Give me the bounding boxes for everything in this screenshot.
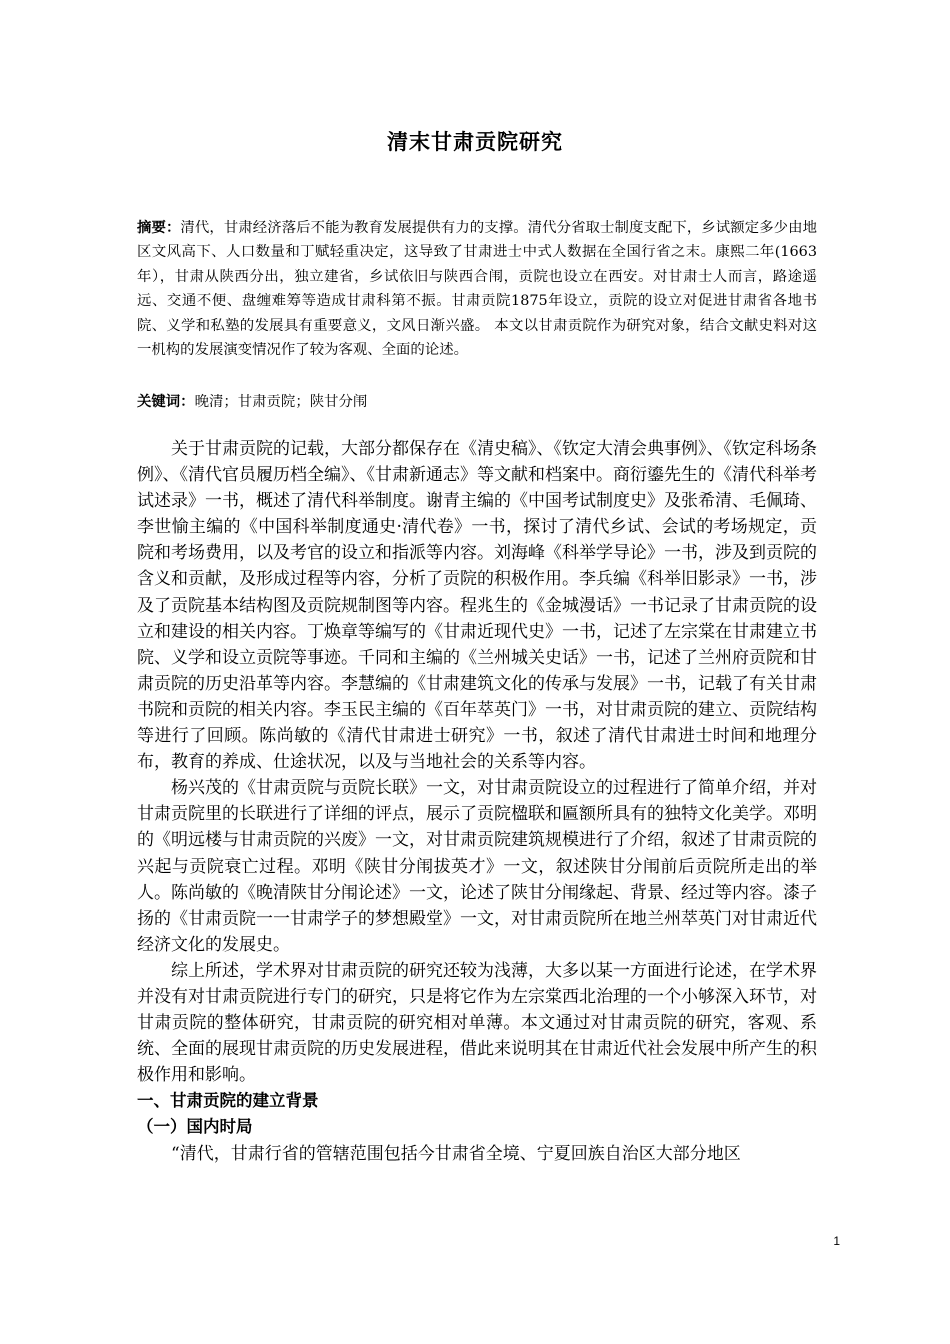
keywords-label: 关键词：	[137, 394, 195, 410]
body-paragraph-4: “清代，甘肃行省的管辖范围包括今甘肃省全境、宁夏回族自治区大部分地区	[171, 1143, 741, 1164]
section-heading: 一、甘肃贡院的建立背景	[137, 1091, 319, 1111]
keywords	[137, 390, 817, 414]
abstract	[137, 216, 817, 362]
page-number: 1	[833, 1234, 840, 1248]
paper-title: 清末甘肃贡院研究	[387, 130, 563, 154]
body-paragraph-2: 杨兴茂的《甘肃贡院与贡院长联》一文，对甘肃贡院设立的过程进行了简单介绍，并对甘肃贡院里的长联进行了详细的评点，展示了贡院楹联和匾额所具有的独特文化美学。邓明的《明远楼与甘肃贡院的兴废》一文，对甘肃贡院建筑规模进行了介绍，叙述了甘肃贡院的兴起与贡院衰亡过程。邓明《陕甘分闱拔英才》一文，叙述陕甘分闱前后贡院所走出的举人。陈尚敏的《晚清陕甘分闱论述》一文，论述了陕甘分闱缘起、背景、经过等内容。漆子扬的《甘肃贡院一一甘肃学子的梦想殿堂》一文，对甘肃贡院所在地兰州萃英门对甘肃近代经济文化的发展史。	[137, 778, 817, 955]
abstract-label: 摘要：	[137, 220, 181, 236]
keywords-text: 晚清；甘肃贡院；陕甘分闱	[194, 394, 368, 410]
body-text	[137, 436, 817, 1167]
body-paragraph-1: 关于甘肃贡院的记载，大部分都保存在《清史稿》、《钦定大清会典事例》、《钦定科场条例》、《清代官员履历档全编》、《甘肃新通志》等文献和档案中。商衍鎏先生的《清代科举考试述录》一书，概述了清代科举制度。谢青主编的《中国考试制度史》及张希清、毛佩琦、李世愉主编的《中国科举制度通史·清代卷》一书，探讨了清代乡试、会试的考场规定，贡院和考场费用，以及考官的设立和指派等内容。刘海峰《科举学导论》一书，涉及到贡院的含义和贡献，及形成过程等内容，分析了贡院的积极作用。李兵编《科举旧影录》一书，涉及了贡院基本结构图及贡院规制图等内容。程兆生的《金城漫话》一书记录了甘肃贡院的设立和建设的相关内容。丁焕章等编写的《甘肃近现代史》一书，记述了左宗棠在甘肃建立书院、义学和设立贡院等事迹。千同和主编的《兰州城关史话》一书，记述了兰州府贡院和甘肃贡院的历史沿革等内容。李慧编的《甘肃建筑文化的传承与发展》一书，记载了有关甘肃书院和贡院的相关内容。李玉民主编的《百年萃英门》一书，对甘肃贡院的建立、贡院结构等进行了回顾。陈尚敏的《清代甘肃进士研究》一书，叙述了清代甘肃进士时间和地理分布，教育的养成、仕途状况，以及与当地社会的关系等内容。	[137, 439, 817, 773]
abstract-text: 清代，甘肃经济落后不能为教育发展提供有力的支撑。清代分省取士制度支配下，乡试额定多少由地区文风高下、人口数量和丁赋轻重决定，这导致了甘肃进士中式人数据在全国行省之末。康熙二年(1663年），甘肃从陕西分出，独立建省，乡试依旧与陕西合闱，贡院也设立在西安。对甘肃士人而言，路途遥远、交通不便、盘缠难筹等造成甘肃科第不振。甘肃贡院1875年设立，贡院的设立对促进甘肃省各地书院、义学和私塾的发展具有重要意义，文风日渐兴盛。 本文以甘肃贡院作为研究对象，结合文献史料对这一机构的发展演变情况作了较为客观、全面的论述。	[137, 220, 817, 359]
body-paragraph-3: 综上所述，学术界对甘肃贡院的研究还较为浅薄，大多以某一方面进行论述，在学术界并没有对甘肃贡院进行专门的研究，只是将它作为左宗棠西北治理的一个小够深入环节，对甘肃贡院的整体研究，甘肃贡院的研究相对单薄。本文通过对甘肃贡院的研究，客观、系统、全面的展现甘肃贡院的历史发展进程，借此来说明其在甘肃近代社会发展中所产生的积极作用和影响。	[137, 960, 817, 1086]
subsection-heading: （一）国内时局	[137, 1117, 253, 1137]
